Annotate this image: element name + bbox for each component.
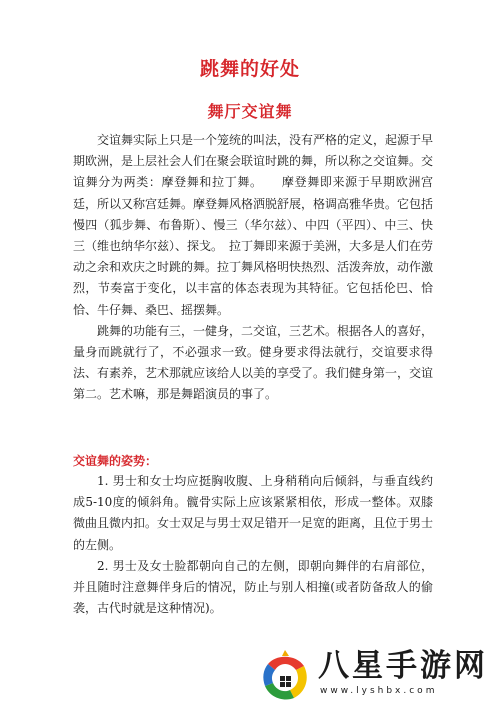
intro-paragraph: 跳舞的功能有三，一健身，二交谊，三艺术。根据各人的喜好，量身而跳就行了，不必强求一致。健身要求得法就行，交谊要求得法、有素养，艺术那就应该给人以美的享受了。我们健身第一，交谊第二。艺术嘛，那是舞蹈演员的事了。: [73, 323, 434, 402]
posture-paragraph: 1. 男士和女士均应挺胸收腹、上身稍稍向后倾斜，与垂直线约成5-10度的倾斜角。髋骨实际上应该紧紧相依，形成一整体。双膝微曲且微内扣。女士双足与男士双足错开一足宽的距离，且位于男士的左侧。: [73, 474, 434, 552]
document-subtitle: 舞厅交谊舞: [207, 102, 293, 121]
site-name: 八星手游网: [318, 648, 488, 684]
posture-section: [73, 471, 433, 619]
site-watermark: [256, 646, 496, 704]
site-logo-icon: [256, 646, 314, 704]
posture-section-heading: 交谊舞的姿势：: [73, 454, 158, 468]
intro-paragraph: 交谊舞实际上只是一个笼统的叫法，没有严格的定义，起源于早期欧洲，是上层社会人们在聚会联谊时跳的舞，所以称之交谊舞。交谊舞分为两类：摩登舞和拉丁舞。 摩登舞即来源于早期欧洲宫廷，所以又称宫廷舞。摩登舞风格洒脱舒展，格调高雅华贵。它包括慢四（狐步舞、布鲁斯）、慢三（华尔兹）、中四（平四）、中三、快三（维也纳华尔兹）、探戈。 拉丁舞即来源于美洲，大多是人们在劳动之余和欢庆之时跳的舞。拉丁舞风格明快热烈、活泼奔放，动作激烈，节奏富于变化，以丰富的体态表现为其特征。它包括伦巴、恰恰、牛仔舞、桑巴、摇摆舞。: [73, 133, 434, 317]
site-url: www.lyshbx.com: [320, 686, 438, 696]
posture-paragraph: 2. 男士及女士脸都朝向自己的左侧，即朝向舞伴的右肩部位，并且随时注意舞伴身后的情况，防止与别人相撞(或者防备敌人的偷袭，古代时就是这种情况)。: [73, 558, 433, 616]
intro-section: [73, 130, 433, 406]
document-title: 跳舞的好处: [199, 58, 300, 80]
